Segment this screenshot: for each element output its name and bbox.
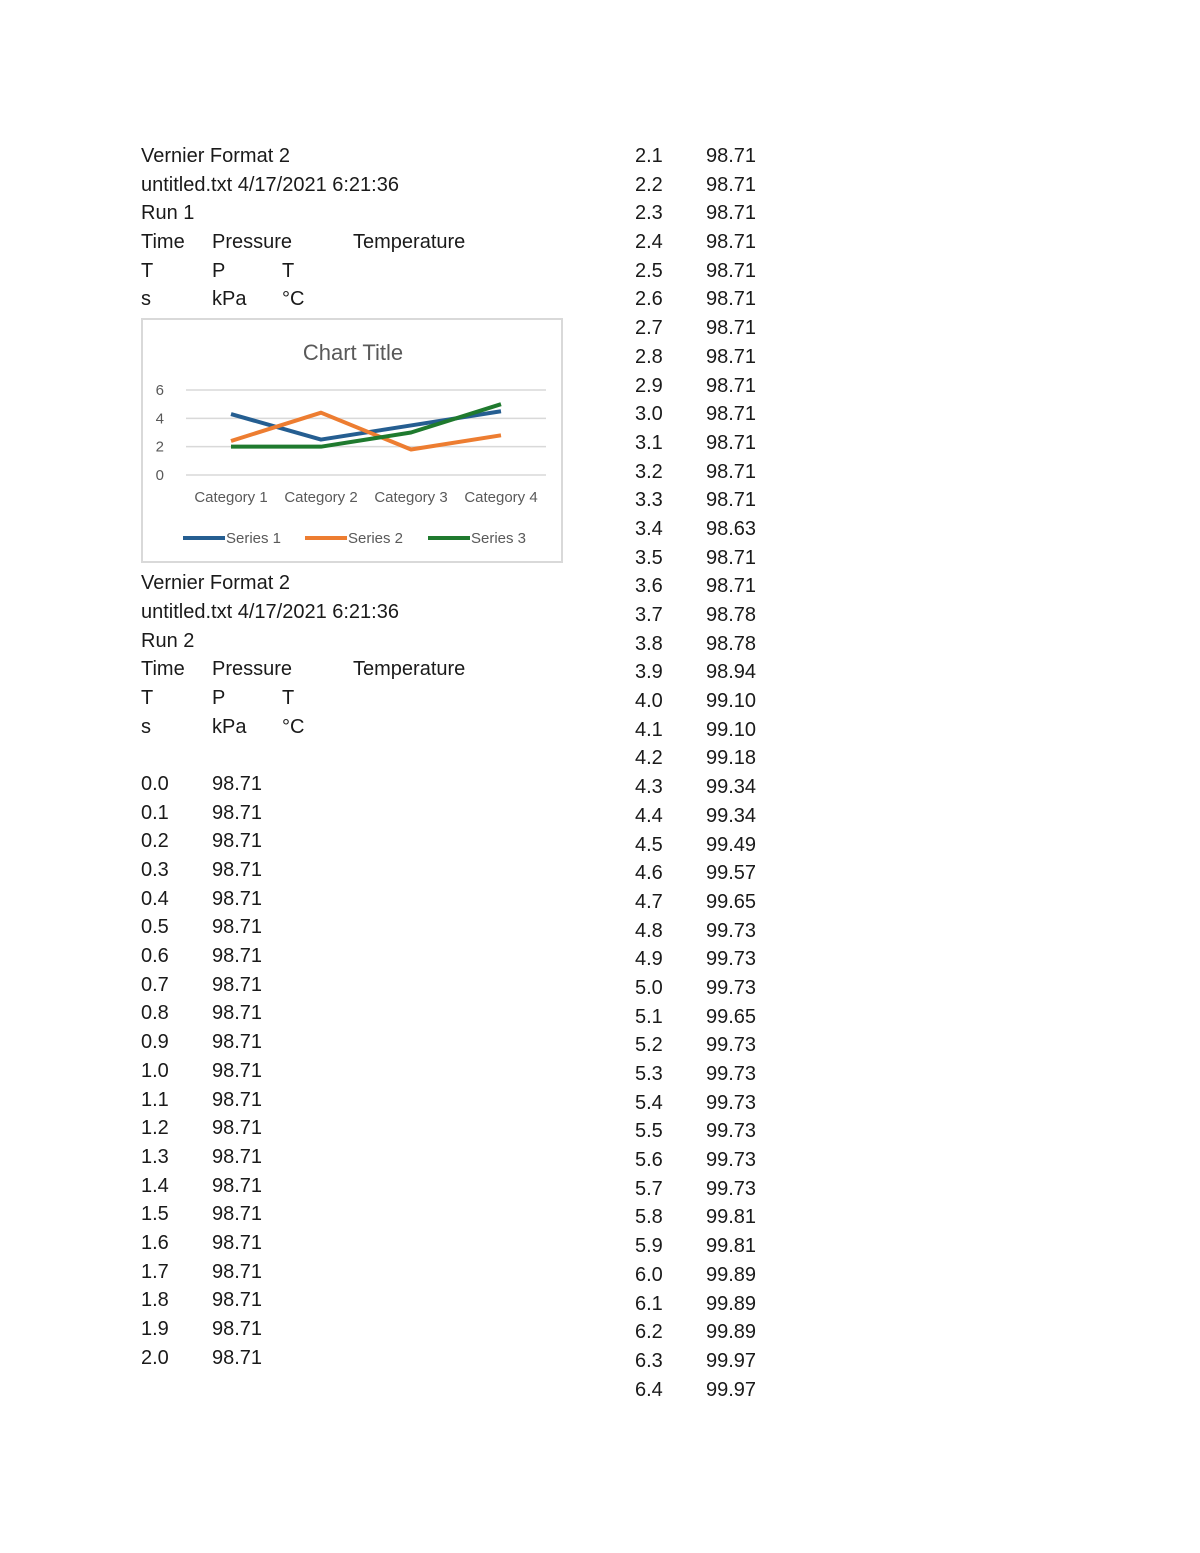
data-row xyxy=(635,171,835,200)
file-text: untitled.txt 4/17/2021 6:21:36 xyxy=(141,173,399,196)
time-value: 1.1 xyxy=(141,1088,169,1111)
data-row xyxy=(635,228,835,257)
data-row xyxy=(635,544,835,573)
pressure-value: 98.78 xyxy=(706,632,757,655)
time-value: 0.8 xyxy=(141,1002,169,1025)
run-line xyxy=(141,199,581,228)
pressure-value: 98.71 xyxy=(212,1031,263,1054)
data-row xyxy=(141,913,581,942)
time-value: 1.0 xyxy=(141,1059,169,1082)
format-text-2: Vernier Format 2 xyxy=(141,572,290,595)
data-row xyxy=(141,885,581,914)
time-value: 5.7 xyxy=(635,1177,663,1200)
data-row xyxy=(141,1229,581,1258)
pressure-value: 98.71 xyxy=(212,1088,263,1111)
pressure-value: 98.63 xyxy=(706,517,757,540)
data-row xyxy=(635,372,835,401)
time-value: 6.3 xyxy=(635,1349,663,1372)
time-value: 0.7 xyxy=(141,973,169,996)
unit-row xyxy=(141,285,581,314)
pressure-value: 99.10 xyxy=(706,690,757,713)
time-value: 3.7 xyxy=(635,604,663,626)
time-value: 1.2 xyxy=(141,1117,169,1140)
time-value: 2.8 xyxy=(635,345,663,368)
pressure-value: 99.73 xyxy=(706,1034,757,1057)
pressure-value: 98.71 xyxy=(212,916,263,939)
unit-pressure-2: kPa xyxy=(212,715,247,738)
data-table-left xyxy=(141,770,581,1372)
time-value: 2.7 xyxy=(635,317,663,340)
time-value: 0.0 xyxy=(141,772,169,795)
pressure-value: 98.71 xyxy=(706,489,757,512)
y-tick-label: 0 xyxy=(155,467,164,485)
pressure-value: 99.49 xyxy=(706,833,757,856)
time-value: 2.1 xyxy=(635,145,663,167)
symbol-temperature: T xyxy=(282,259,295,282)
pressure-value: 99.18 xyxy=(706,747,757,770)
time-value: 0.3 xyxy=(141,859,169,881)
pressure-value: 98.71 xyxy=(706,173,757,196)
legend-item xyxy=(428,530,526,547)
pressure-value: 98.71 xyxy=(212,1002,263,1025)
time-value: 3.8 xyxy=(635,632,663,655)
data-row xyxy=(141,999,581,1028)
data-row xyxy=(141,770,581,799)
format-text: Vernier Format 2 xyxy=(141,145,290,167)
time-value: 3.1 xyxy=(635,431,663,454)
data-row xyxy=(635,1031,835,1060)
time-value: 5.0 xyxy=(635,976,663,999)
time-value: 1.3 xyxy=(141,1145,169,1168)
time-value: 5.6 xyxy=(635,1149,663,1172)
pressure-value: 98.71 xyxy=(212,1117,263,1140)
x-tick-label: Category 3 xyxy=(374,489,448,507)
data-row xyxy=(635,1318,835,1347)
data-row xyxy=(635,974,835,1003)
pressure-value: 98.71 xyxy=(706,374,757,397)
time-value: 4.0 xyxy=(635,690,663,713)
pressure-value: 98.71 xyxy=(212,1145,263,1168)
time-value: 6.1 xyxy=(635,1292,663,1315)
file-line-2 xyxy=(141,598,581,627)
symbol-pressure-2: P xyxy=(212,686,226,709)
time-value: 6.0 xyxy=(635,1263,663,1286)
time-value: 3.3 xyxy=(635,489,663,512)
data-row xyxy=(635,1261,835,1290)
time-value: 3.4 xyxy=(635,517,663,540)
pressure-value: 99.73 xyxy=(706,1120,757,1143)
pressure-value: 98.71 xyxy=(212,887,263,910)
data-row xyxy=(141,1315,581,1344)
data-row xyxy=(635,917,835,946)
pressure-value: 98.71 xyxy=(706,145,757,167)
time-value: 6.2 xyxy=(635,1321,663,1344)
format-line xyxy=(141,142,581,171)
time-value: 3.2 xyxy=(635,460,663,483)
pressure-value: 98.71 xyxy=(212,1231,263,1254)
data-row xyxy=(141,942,581,971)
time-value: 2.3 xyxy=(635,202,663,225)
data-row xyxy=(635,1376,835,1405)
pressure-value: 99.34 xyxy=(706,804,757,827)
pressure-value: 99.89 xyxy=(706,1321,757,1344)
data-row xyxy=(635,687,835,716)
time-value: 1.4 xyxy=(141,1174,169,1197)
header-row xyxy=(141,228,581,257)
x-tick-label: Category 4 xyxy=(464,489,538,507)
pressure-value: 98.71 xyxy=(706,288,757,311)
data-row xyxy=(635,314,835,343)
time-value: 1.6 xyxy=(141,1231,169,1254)
pressure-value: 98.71 xyxy=(706,460,757,483)
unit-temperature: °C xyxy=(282,288,305,311)
symbol-time: T xyxy=(141,259,154,282)
data-row xyxy=(635,400,835,429)
data-table-right xyxy=(635,142,835,1404)
symbol-pressure: P xyxy=(212,259,226,282)
time-value: 5.5 xyxy=(635,1120,663,1143)
time-value: 0.1 xyxy=(141,801,169,824)
data-row xyxy=(635,945,835,974)
unit-time: s xyxy=(141,288,151,311)
data-row xyxy=(635,601,835,630)
pressure-value: 98.71 xyxy=(212,801,263,824)
time-value: 0.2 xyxy=(141,830,169,853)
pressure-value: 99.65 xyxy=(706,890,757,913)
y-tick-label: 6 xyxy=(155,382,164,400)
pressure-value: 99.97 xyxy=(706,1349,757,1372)
pressure-value: 99.89 xyxy=(706,1263,757,1286)
pressure-value: 98.71 xyxy=(212,1260,263,1283)
data-row xyxy=(635,572,835,601)
blank-row xyxy=(141,741,581,770)
time-value: 4.6 xyxy=(635,862,663,885)
pressure-value: 98.71 xyxy=(212,1059,263,1082)
data-row xyxy=(635,1290,835,1319)
run-text: Run 1 xyxy=(141,202,195,225)
time-value: 0.5 xyxy=(141,916,169,939)
time-value: 4.2 xyxy=(635,747,663,770)
data-row xyxy=(141,1114,581,1143)
time-value: 5.4 xyxy=(635,1091,663,1114)
data-row xyxy=(635,658,835,687)
y-tick-label: 4 xyxy=(155,410,164,428)
pressure-value: 98.71 xyxy=(212,830,263,853)
pressure-value: 99.73 xyxy=(706,976,757,999)
data-row xyxy=(141,1286,581,1315)
data-row xyxy=(635,343,835,372)
pressure-value: 99.65 xyxy=(706,1005,757,1028)
pressure-value: 98.71 xyxy=(212,859,263,881)
unit-time-2: s xyxy=(141,715,151,738)
time-value: 4.1 xyxy=(635,718,663,741)
data-row xyxy=(635,1117,835,1146)
time-value: 2.0 xyxy=(141,1346,169,1369)
x-tick-label: Category 1 xyxy=(194,489,268,507)
pressure-value: 99.73 xyxy=(706,1149,757,1172)
data-row xyxy=(635,142,835,171)
pressure-value: 99.10 xyxy=(706,718,757,741)
data-row xyxy=(635,1203,835,1232)
header-temperature: Temperature xyxy=(353,231,466,254)
time-value: 5.8 xyxy=(635,1206,663,1229)
pressure-value: 98.71 xyxy=(212,1346,263,1369)
data-row xyxy=(141,1143,581,1172)
legend-label: Series 3 xyxy=(471,530,527,548)
data-row xyxy=(635,1089,835,1118)
time-value: 0.4 xyxy=(141,887,169,910)
data-row xyxy=(635,1347,835,1376)
pressure-value: 98.71 xyxy=(706,345,757,368)
run-line-2 xyxy=(141,627,581,656)
pressure-value: 98.78 xyxy=(706,604,757,626)
x-tick-label: Category 2 xyxy=(284,489,358,507)
data-row xyxy=(635,630,835,659)
data-row xyxy=(141,1028,581,1057)
y-tick-label: 2 xyxy=(155,438,164,456)
header-time-2: Time xyxy=(141,658,185,681)
unit-temperature-2: °C xyxy=(282,715,305,738)
data-row xyxy=(141,971,581,1000)
time-value: 5.3 xyxy=(635,1063,663,1085)
time-value: 5.2 xyxy=(635,1034,663,1057)
time-value: 3.9 xyxy=(635,661,663,684)
data-row xyxy=(635,744,835,773)
pressure-value: 98.71 xyxy=(212,772,263,795)
data-row xyxy=(635,773,835,802)
pressure-value: 98.71 xyxy=(212,1318,263,1340)
time-value: 0.6 xyxy=(141,945,169,968)
symbol-row xyxy=(141,257,581,286)
pressure-value: 99.57 xyxy=(706,862,757,885)
data-row xyxy=(635,859,835,888)
unit-row-2 xyxy=(141,713,581,742)
data-row xyxy=(635,1146,835,1175)
data-row xyxy=(141,827,581,856)
time-value: 2.4 xyxy=(635,231,663,254)
pressure-value: 99.73 xyxy=(706,1063,757,1085)
pressure-value: 99.81 xyxy=(706,1235,757,1258)
data-row xyxy=(141,856,581,885)
data-row xyxy=(141,1172,581,1201)
data-row xyxy=(635,1175,835,1204)
pressure-value: 98.71 xyxy=(706,202,757,225)
time-value: 3.5 xyxy=(635,546,663,569)
time-value: 1.8 xyxy=(141,1289,169,1312)
line-chart[interactable] xyxy=(141,318,563,563)
time-value: 5.1 xyxy=(635,1005,663,1028)
data-row xyxy=(635,285,835,314)
pressure-value: 98.71 xyxy=(212,945,263,968)
time-value: 2.9 xyxy=(635,374,663,397)
data-row xyxy=(141,1258,581,1287)
header-time: Time xyxy=(141,231,185,254)
file-text-2: untitled.txt 4/17/2021 6:21:36 xyxy=(141,600,399,623)
time-value: 4.5 xyxy=(635,833,663,856)
pressure-value: 98.71 xyxy=(706,317,757,340)
data-row xyxy=(635,199,835,228)
legend-label: Series 1 xyxy=(226,530,282,548)
pressure-value: 99.89 xyxy=(706,1292,757,1315)
time-value: 4.9 xyxy=(635,948,663,971)
time-value: 1.9 xyxy=(141,1318,169,1340)
pressure-value: 98.71 xyxy=(212,973,263,996)
symbol-row-2 xyxy=(141,684,581,713)
pressure-value: 98.71 xyxy=(706,231,757,254)
pressure-value: 99.81 xyxy=(706,1206,757,1229)
format-line-2 xyxy=(141,569,581,598)
symbol-temperature-2: T xyxy=(282,686,295,709)
time-value: 1.7 xyxy=(141,1260,169,1283)
pressure-value: 98.71 xyxy=(706,403,757,426)
data-row xyxy=(635,716,835,745)
time-value: 3.6 xyxy=(635,575,663,598)
data-row xyxy=(635,802,835,831)
time-value: 2.2 xyxy=(635,173,663,196)
pressure-value: 98.71 xyxy=(706,575,757,598)
data-row xyxy=(141,1057,581,1086)
pressure-value: 98.71 xyxy=(706,546,757,569)
legend-item xyxy=(183,530,281,547)
data-row xyxy=(141,1200,581,1229)
pressure-value: 99.34 xyxy=(706,776,757,799)
pressure-value: 98.71 xyxy=(212,1289,263,1312)
pressure-value: 98.71 xyxy=(212,1174,263,1197)
pressure-value: 98.71 xyxy=(706,431,757,454)
legend-item xyxy=(305,530,403,547)
data-row xyxy=(141,799,581,828)
time-value: 3.0 xyxy=(635,403,663,426)
data-row xyxy=(635,1232,835,1261)
data-row xyxy=(635,831,835,860)
pressure-value: 98.71 xyxy=(212,1203,263,1226)
file-line xyxy=(141,171,581,200)
time-value: 2.6 xyxy=(635,288,663,311)
data-row xyxy=(635,1003,835,1032)
header-row-2 xyxy=(141,655,581,684)
time-value: 4.3 xyxy=(635,776,663,799)
pressure-value: 98.71 xyxy=(706,259,757,282)
left-column xyxy=(141,142,581,1372)
data-row xyxy=(635,429,835,458)
pressure-value: 99.73 xyxy=(706,919,757,942)
symbol-time-2: T xyxy=(141,686,154,709)
time-value: 5.9 xyxy=(635,1235,663,1258)
time-value: 4.7 xyxy=(635,890,663,913)
data-row xyxy=(635,888,835,917)
data-row xyxy=(141,1344,581,1373)
data-row xyxy=(635,515,835,544)
pressure-value: 98.94 xyxy=(706,661,757,684)
time-value: 6.4 xyxy=(635,1378,663,1401)
chart-svg xyxy=(143,320,563,563)
time-value: 4.4 xyxy=(635,804,663,827)
run-text-2: Run 2 xyxy=(141,629,195,652)
pressure-value: 99.73 xyxy=(706,948,757,971)
pressure-value: 99.73 xyxy=(706,1177,757,1200)
time-value: 1.5 xyxy=(141,1203,169,1226)
header-pressure: Pressure xyxy=(212,231,293,254)
data-row xyxy=(635,257,835,286)
header-pressure-2: Pressure xyxy=(212,658,293,681)
time-value: 0.9 xyxy=(141,1031,169,1054)
data-row xyxy=(635,486,835,515)
data-row xyxy=(635,458,835,487)
legend-label: Series 2 xyxy=(348,530,404,548)
unit-pressure: kPa xyxy=(212,288,247,311)
data-row xyxy=(635,1060,835,1089)
time-value: 2.5 xyxy=(635,259,663,282)
header-temperature-2: Temperature xyxy=(353,658,466,681)
pressure-value: 99.97 xyxy=(706,1378,757,1401)
pressure-value: 99.73 xyxy=(706,1091,757,1114)
time-value: 4.8 xyxy=(635,919,663,942)
chart-title: Chart Title xyxy=(302,340,404,366)
data-row xyxy=(141,1086,581,1115)
